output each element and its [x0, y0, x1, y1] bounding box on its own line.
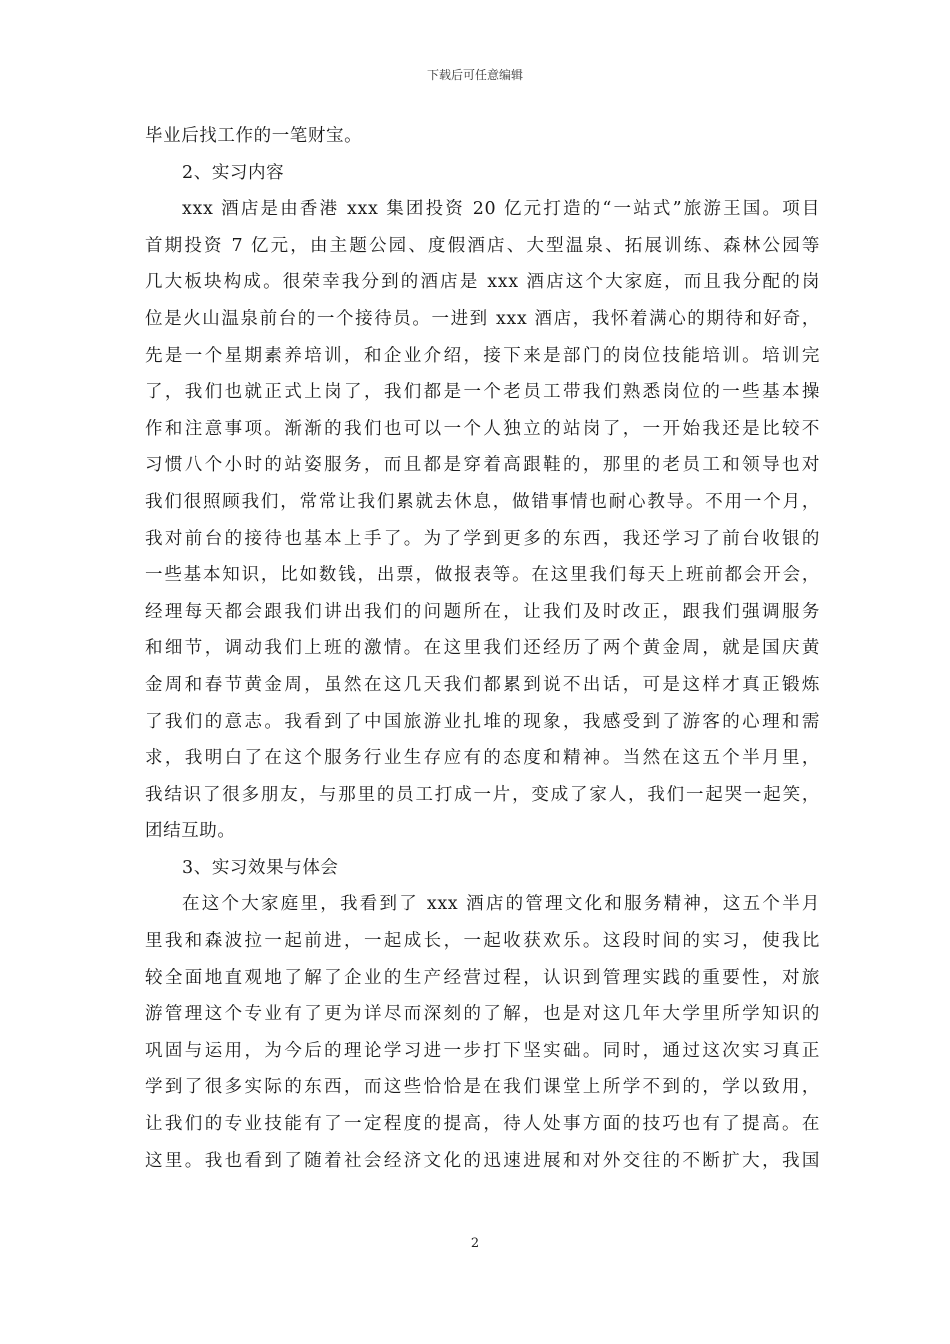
- paragraph-line: 让我们的专业技能有了一定程度的提高，待人处事方面的技巧也有了提高。在: [145, 1114, 820, 1135]
- paragraph-line: 一些基本知识，比如数钱，出票，做报表等。在这里我们每天上班前都会开会，: [145, 565, 820, 586]
- paragraph-line: 较全面地直观地了解了企业的生产经营过程，认识到管理实践的重要性，对旅: [145, 967, 820, 988]
- paragraph-line: 了，我们也就正式上岗了，我们都是一个老员工带我们熟悉岗位的一些基本操: [145, 382, 820, 403]
- paragraph-line: 作和注意事项。渐渐的我们也可以一个人独立的站岗了，一开始我还是比较不: [145, 418, 820, 439]
- paragraph-line: 我对前台的接待也基本上手了。为了学到更多的东西，我还学习了前台收银的: [145, 528, 820, 549]
- paragraph-line: 经理每天都会跟我们讲出我们的问题所在，让我们及时改正，跟我们强调服务: [145, 601, 820, 622]
- paragraph-line: 团结互助。: [145, 821, 236, 842]
- paragraph-line: 金周和春节黄金周，虽然在这几天我们都累到说不出话，可是这样才真正锻炼: [145, 674, 820, 695]
- page-number: 2: [470, 1236, 480, 1251]
- paragraph-line: 我们很照顾我们，常常让我们累就去休息，做错事情也耐心教导。不用一个月，: [145, 491, 820, 512]
- section-heading: 3、实习效果与体会: [182, 857, 339, 878]
- paragraph-line: 先是一个星期素养培训，和企业介绍，接下来是部门的岗位技能培训。培训完: [145, 345, 820, 366]
- paragraph-line: 了我们的意志。我看到了中国旅游业扎堆的现象，我感受到了游客的心理和需: [145, 711, 820, 732]
- paragraph-line: 和细节，调动我们上班的激情。在这里我们还经历了两个黄金周，就是国庆黄: [145, 638, 820, 659]
- paragraph-line: 巩固与运用，为今后的理论学习进一步打下坚实础。同时，通过这次实习真正: [145, 1040, 820, 1061]
- paragraph-line: 游管理这个专业有了更为详尽而深刻的了解，也是对这几年大学里所学知识的: [145, 1004, 820, 1025]
- paragraph-line: 求，我明白了在这个服务行业生存应有的态度和精神。当然在这五个半月里，: [145, 748, 820, 769]
- paragraph-line: 我结识了很多朋友，与那里的员工打成一片，变成了家人，我们一起哭一起笑，: [145, 784, 820, 805]
- paragraph-line: 首期投资 7 亿元，由主题公园、度假酒店、大型温泉、拓展训练、森林公园等: [145, 235, 820, 256]
- paragraph-line: 这里。我也看到了随着社会经济文化的迅速进展和对外交往的不断扩大，我国: [145, 1150, 820, 1171]
- paragraph-line: 在这个大家庭里，我看到了 xxx 酒店的管理文化和服务精神，这五个半月: [182, 894, 820, 915]
- paragraph-line: 里我和森波拉一起前进，一起成长，一起收获欢乐。这段时间的实习，使我比: [145, 931, 820, 952]
- paragraph-line: 习惯八个小时的站姿服务，而且都是穿着高跟鞋的，那里的老员工和领导也对: [145, 455, 820, 476]
- paragraph-line: 学到了很多实际的东西，而这些恰恰是在我们课堂上所学不到的，学以致用，: [145, 1077, 820, 1098]
- section-heading: 2、实习内容: [182, 162, 285, 183]
- paragraph-line: xxx 酒店是由香港 xxx 集团投资 20 亿元打造的“一站式”旅游王国。项目: [182, 199, 820, 220]
- paragraph-line: 毕业后找工作的一笔财宝。: [145, 126, 363, 146]
- paragraph-line: 几大板块构成。很荣幸我分到的酒店是 xxx 酒店这个大家庭，而且我分配的岗: [145, 272, 820, 293]
- paragraph-line: 位是火山温泉前台的一个接待员。一进到 xxx 酒店，我怀着满心的期待和好奇，: [145, 308, 820, 329]
- document-body: [145, 118, 820, 1179]
- page-header: 下载后可任意编辑: [426, 68, 523, 82]
